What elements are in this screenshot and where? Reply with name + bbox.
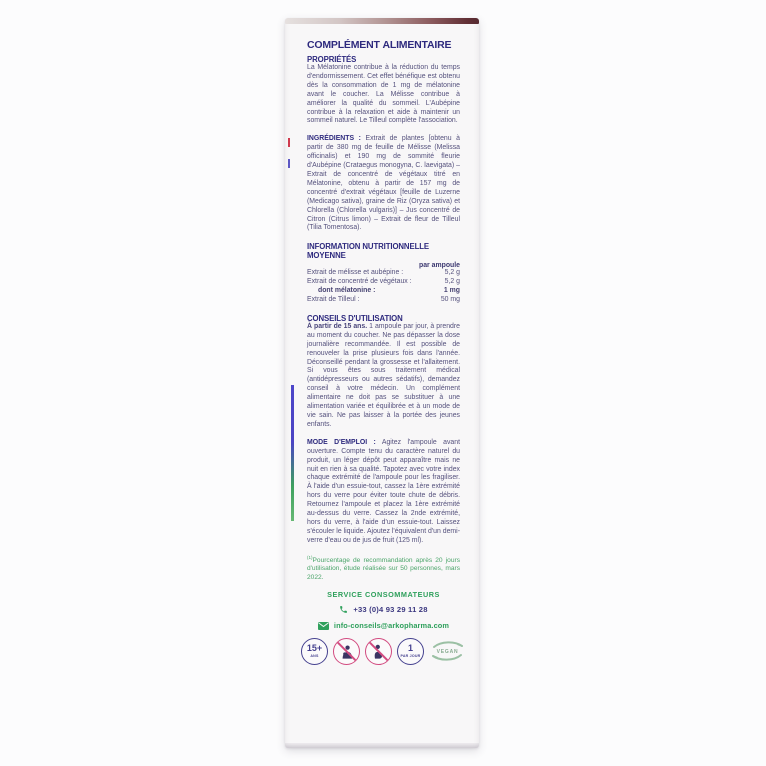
- nutrition-column-header: par ampoule: [419, 262, 460, 270]
- no-breastfeeding-icon: [333, 638, 360, 665]
- properties-heading: PROPRIÉTÉS: [307, 55, 357, 64]
- one-per-day-icon: 1 PAR JOUR: [397, 638, 424, 665]
- print-mark-blue: [288, 159, 290, 168]
- box-top-flap-edge: [285, 18, 479, 24]
- directions-heading: MODE D'EMPLOI :: [307, 438, 376, 446]
- nutrition-row-melatonine: dont mélatonine : 1 mg: [318, 287, 460, 295]
- pictogram-row: [307, 637, 460, 665]
- directions-body: Agitez l'ampoule avant ouverture. Compte tenu du caractère naturel du produit, un léger dépôt peut apparaître mais ne nuit en rien à sa qualité. Tapotez avec votre index chaque extrémité de l'ampoule pour les fragiliser. À l'aide d'un essuie-tout, cassez la 1ère extrémité hors du verre pour éviter toute chute de débris. Retournez l'ampoule et placez la 1ère extrémité au-dessus du verre. Cassez la 2nde extrémité, hors du verre, à l'aide d'un essuie-tout. Laissez s'écouler le liquide. Ajoutez l'équivalent d'un demi-verre d'eau ou de jus de fruit (125 ml).: [307, 438, 460, 544]
- print-color-bar: [291, 385, 294, 521]
- no-pregnancy-icon: [365, 638, 392, 665]
- envelope-icon: [318, 622, 329, 630]
- email-line: [307, 621, 460, 630]
- properties-text: La Mélatonine contribue à la réduction du temps d'endormissement. Cet effet bénéfique est obtenu dès la consommation de 1 mg de mélatonine avant le coucher. La Mélisse contribue à améliorer la qualité du sommeil. L'Aubépine contribue à la relaxation et aide à maintenir un sommeil naturel. Le Tilleul complète l'association.: [307, 64, 460, 125]
- email-address: info-conseils@arkopharma.com: [333, 621, 450, 631]
- phone-number: +33 (0)4 93 29 11 28: [353, 605, 428, 615]
- ingredients-text: [307, 135, 460, 233]
- ingredients-heading: INGRÉDIENTS :: [307, 135, 361, 143]
- nutrition-heading: INFORMATION NUTRITIONNELLE MOYENNE: [307, 242, 429, 261]
- directions-text: [307, 439, 460, 546]
- nutrition-row: Extrait de Tilleul : 50 mg: [307, 296, 460, 304]
- nutrition-row: Extrait de concentré de végétaux : 5,2 g: [307, 278, 460, 286]
- panel-title: COMPLÉMENT ALIMENTAIRE: [307, 39, 452, 51]
- phone-icon: [339, 605, 348, 614]
- usage-advice-text: [307, 323, 460, 430]
- panel-content: [307, 39, 460, 665]
- study-footnote: [307, 554, 460, 582]
- vegan-label: VEGAN: [436, 649, 459, 656]
- vegan-logo-icon: [429, 637, 466, 665]
- age-15-plus-icon: 15+ ANS: [301, 638, 328, 665]
- ingredients-body: Extrait de plantes [obtenu à partir de 380 mg de feuille de Mélisse (Melissa officinalis) et 190 mg de sommité fleurie d'Aubépine (Crataegus monogyna, C. laevigata) – Extrait de concentré de végétaux titré en Mélatonine, obtenu à partir de 157 mg de concentré d'extrait végétaux [feuille de Luzerne (Medicago sativa), graine de Riz (Oryza sativa) et Chlorella (Chlorella vulgaris)] – Jus concentré de Citron (Citrus limon) – Extrait de fleur de Tilleul (Tilia Tomentosa).: [307, 135, 460, 232]
- footnote-text: Pourcentage de recommandation après 20 jours d'utilisation, étude réalisée sur 50 personnes, mars 2022.: [307, 556, 460, 581]
- phone-line: [307, 605, 460, 614]
- print-mark-red: [288, 138, 290, 147]
- product-box-back-panel: [285, 18, 479, 748]
- usage-age-lead: À partir de 15 ans.: [307, 322, 368, 330]
- usage-advice-body: 1 ampoule par jour, à prendre au moment du coucher. Ne pas dépasser la dose journalière recommandée. Il est possible de renouveler la prise plusieurs fois dans l'année. Déconseillé pendant la grossesse et l'allaitement. Si vous êtes sous traitement médical (antidépresseurs ou autres sédatifs), demandez conseil à votre médecin. Un complément alimentaire ne doit pas se substituer à une alimentation variée et équilibrée et à un mode de vie sain. Ne pas laisser à la portée des jeunes enfants.: [307, 322, 461, 428]
- consumer-service-heading: SERVICE CONSOMMATEURS: [327, 590, 440, 600]
- nutrition-row: Extrait de mélisse et aubépine : 5,2 g: [307, 269, 460, 277]
- usage-advice-heading: CONSEILS D'UTILISATION: [307, 313, 403, 323]
- footnote-marker: (1): [307, 554, 313, 560]
- box-bottom-fold: [285, 743, 479, 748]
